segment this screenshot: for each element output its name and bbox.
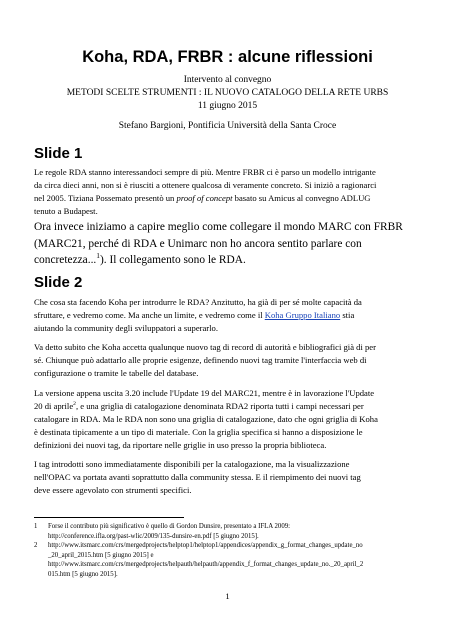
slide2-paragraph-4	[34, 458, 421, 497]
text-span: basato su Amicus al convegno ADLUG	[232, 193, 371, 203]
text-line: Che cosa sta facendo Koha per introdurre le RDA? Anzitutto, ha già di per sé molte capacità da	[34, 297, 362, 307]
text-span: sfruttare, e vedremo come. Ma anche un limite, e vedremo come il	[34, 310, 265, 320]
text-line: tenuto a Budapest.	[34, 206, 98, 216]
text-line: catalogare in RDA. Ma le RDA non sono una griglia di catalogazione, dato che ogni griglia di Koha	[34, 414, 378, 424]
text-line: Ora invece iniziamo a capire meglio come collegare il mondo MARC con FRBR	[34, 221, 403, 233]
footnote-line: Forse il contributo più significativo è quello di Gordon Dunsire, presentato a IFLA 2009:	[48, 523, 291, 530]
text-line: è destinata tipicamente a un tipo di materiale. Con la griglia specifica si hanno a disposizione le	[34, 427, 363, 437]
footnote-url[interactable]: http://www.itsmarc.com/crs/mergedprojects/helpauth/helpauth/appendix_f_format_changes_update_no._20_april_2	[48, 561, 364, 568]
footnote-ref-1[interactable]: 1	[96, 251, 100, 261]
document-page	[34, 0, 421, 640]
subtitle-date: 11 giugno 2015	[197, 101, 258, 111]
slide2-heading: Slide 2	[34, 274, 83, 291]
footnote-body	[48, 541, 363, 579]
slide1-paragraph-2	[34, 219, 421, 269]
page-number: 1	[225, 591, 230, 601]
text-line	[34, 400, 421, 413]
emphasis-text: proof of concept	[176, 193, 233, 203]
footnote-number: 1	[34, 523, 38, 530]
text-line: I tag introdotti sono immediatamente disponibili per la catalogazione, ma la visualizzazione	[34, 459, 350, 469]
koha-gruppo-italiano-link[interactable]: Koha Gruppo Italiano	[264, 310, 341, 320]
text-span: 20 di aprile	[34, 401, 74, 411]
text-span: nel 2005. Tiziana Possemato presentò un	[34, 193, 177, 203]
text-span: , e una griglia di catalogazione denominata RDA2 riporta tutti i campi necessari per	[75, 401, 364, 411]
subtitle-event: Intervento al convegno	[183, 75, 272, 85]
text-span: ). Il collegamento sono le RDA.	[100, 254, 246, 266]
footnote-url[interactable]: http://www.itsmarc.com/crs/mergedprojects/helptop1/helptop1/appendices/appendix_g_format_changes_update_no	[48, 542, 363, 549]
text-line: definizioni dei nuovi tag, da riportare nelle griglie in uso presso la propria biblioteca.	[34, 440, 327, 450]
text-line: La versione appena uscita 3.20 include l'Update 19 del MARC21, mentre è in lavorazione l'Update	[34, 388, 375, 398]
text-line: Le regole RDA stanno interessandoci sempre di più. Mentre FRBR ci è parso un modello intrigante	[34, 167, 376, 177]
slide2-paragraph-1	[34, 296, 421, 335]
slide2-paragraph-3	[34, 387, 421, 452]
text-span: concretezza...	[34, 254, 97, 266]
text-line: sé. Chiunque può adattarlo alle proprie esigenze, definendo nuovi tag tramite l'interfaccia web di	[34, 355, 367, 365]
footnote-divider	[34, 517, 184, 518]
slide1-paragraph-1	[34, 166, 421, 218]
text-line	[34, 192, 421, 205]
footnote-line: _20_april_2015.htm [5 giugno 2015] e	[48, 551, 154, 559]
footnote-line: 015.htm [5 giugno 2015].	[48, 570, 118, 578]
text-line: (MARC21, perché di RDA e Unimarc non ho ancora sentito parlare con	[34, 237, 362, 250]
text-line	[34, 252, 421, 269]
slide1-heading: Slide 1	[34, 145, 83, 162]
text-line: deve essere agevolato con strumenti specifici.	[34, 485, 192, 495]
text-line: aiutando la community degli sviluppatori a superarlo.	[34, 323, 219, 333]
slide2-paragraph-2	[34, 341, 421, 380]
text-line: da circa dieci anni, non si è riusciti a ottenere qualcosa di veramente concreto. Si iniziò a ragionarci	[34, 180, 377, 190]
footnote-number: 2	[34, 542, 38, 549]
document-title: Koha, RDA, FRBR : alcune riflessioni	[82, 48, 373, 66]
footnote-url[interactable]: http://conference.ifla.org/past-wlic/2009/135-dunsire-en.pdf [5 giugno 2015].	[48, 532, 259, 540]
footnote-body	[48, 522, 290, 541]
footnote-ref-2[interactable]: 2	[73, 401, 76, 408]
text-line: nell'OPAC va portata avanti soprattutto dalla community stessa. E il riempimento dei nuovi tag	[34, 472, 361, 482]
subtitle-author: Stefano Bargioni, Pontificia Università della Santa Croce	[118, 121, 337, 131]
text-line	[34, 309, 421, 322]
text-line: Va detto subito che Koha accetta qualunque nuovo tag di record di autorità e bibliografici già di per	[34, 342, 376, 352]
text-span: stia	[340, 310, 355, 320]
text-line: configurazione o tramite le tabelle del database.	[34, 368, 199, 378]
subtitle-conference: METODI SCELTE STRUMENTI : IL NUOVO CATALOGO DELLA RETE URBS	[66, 88, 389, 98]
